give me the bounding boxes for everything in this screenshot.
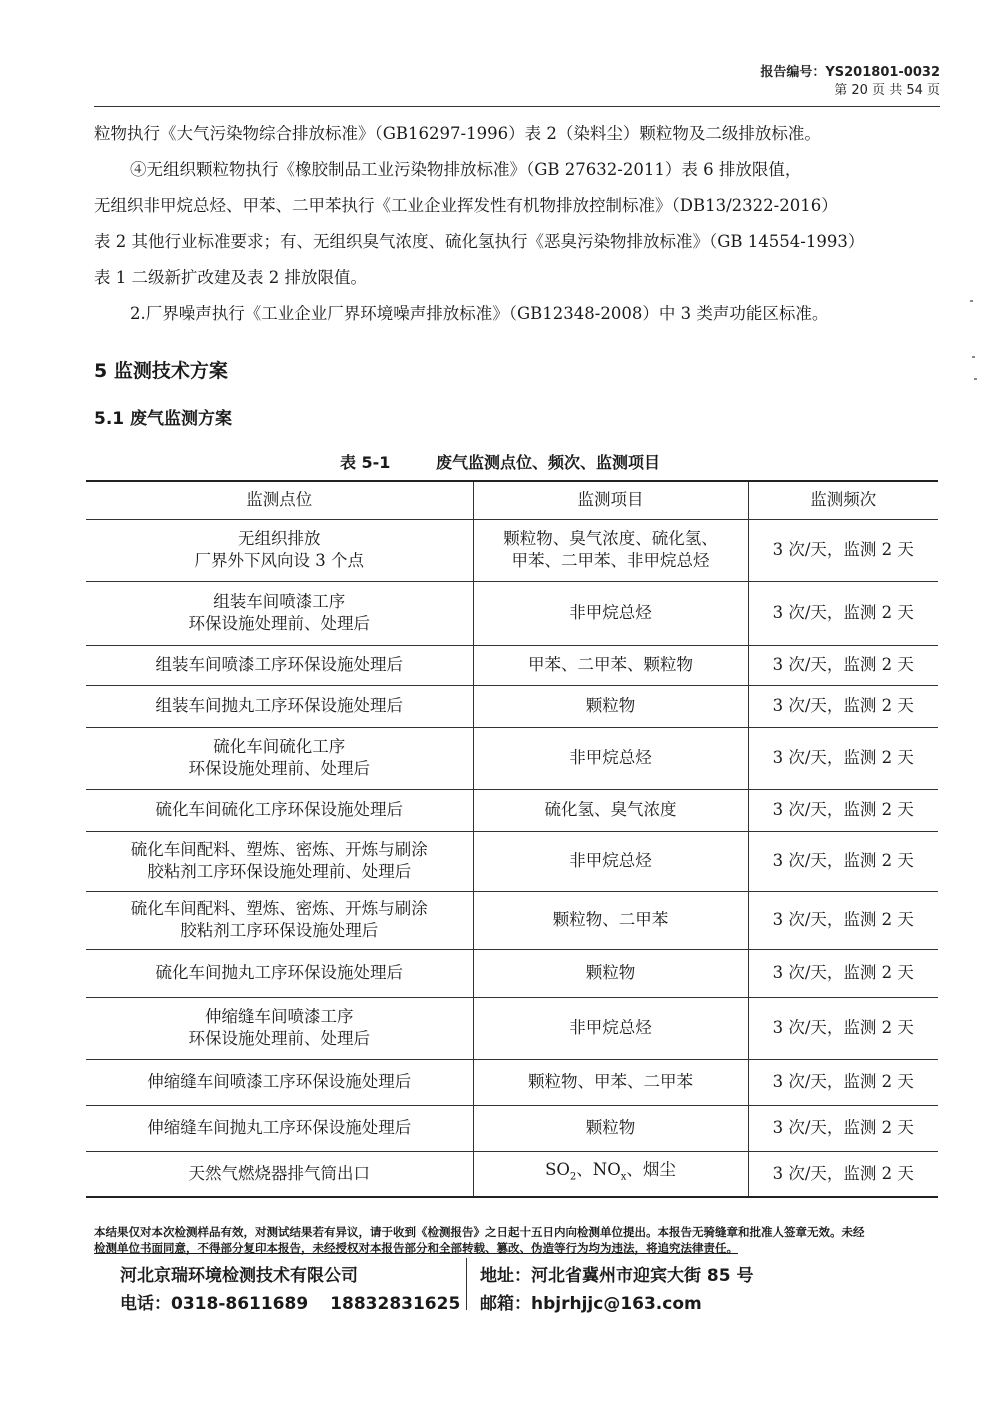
smoke-text: 、烟尘 (626, 1160, 676, 1180)
site-line: 伸缩缝车间喷漆工序 (205, 1007, 354, 1026)
site-line: 厂界外下风向设 3 个点 (194, 551, 364, 570)
frequency-cell: 3 次/天，监测 2 天 (748, 581, 938, 645)
phone-number: 0318-8611689 (171, 1294, 309, 1314)
section-title: 5 监测技术方案 (94, 360, 228, 382)
items-cell: 颗粒物 (473, 685, 748, 727)
table-row (86, 997, 938, 1059)
site-cell: 组装车间抛丸工序环保设施处理后 (86, 685, 473, 727)
table-row (86, 645, 938, 685)
site-line: 胶粘剂工序环保设施处理前、处理后 (147, 862, 412, 881)
table-row (86, 727, 938, 789)
items-cell: 颗粒物、二甲苯 (473, 891, 748, 949)
paragraph: 粒物执行《大气污染物综合排放标准》（GB16297-1996）表 2（染料尘）颗粒物及二级排放标准。 (94, 124, 821, 143)
frequency-cell: 3 次/天，监测 2 天 (748, 789, 938, 831)
items-cell (473, 1151, 748, 1197)
frequency-cell: 3 次/天，监测 2 天 (748, 645, 938, 685)
paragraph: 2.厂界噪声执行《工业企业厂界环境噪声排放标准》（GB12348-2008）中 3 类声功能区标准。 (130, 304, 829, 323)
report-number: 报告编号：YS201801-0032 (760, 65, 940, 80)
site-line: 硫化车间配料、塑炼、密炼、开炼与刷涂 (130, 840, 428, 859)
company-block (120, 1262, 460, 1318)
scan-speck (974, 378, 977, 380)
table-caption-number: 表 5-1 (339, 453, 391, 472)
so2-text: SO (545, 1160, 570, 1180)
address: 地址：河北省冀州市迎宾大街 85 号 (480, 1266, 754, 1286)
frequency-cell: 3 次/天，监测 2 天 (748, 1059, 938, 1105)
site-cell (86, 519, 473, 581)
company-name: 河北京瑞环境检测技术有限公司 (120, 1266, 358, 1286)
items-cell: 非甲烷总烃 (473, 727, 748, 789)
site-line: 无组织排放 (238, 529, 321, 548)
frequency-cell: 3 次/天，监测 2 天 (748, 685, 938, 727)
paragraph: 表 2 其他行业标准要求；有、无组织臭气浓度、硫化氢执行《恶臭污染物排放标准》（GB 14554-1993） (94, 232, 865, 251)
disclaimer-line: 检测单位书面同意，不得部分复印本报告，未经授权对本报告部分和全部转载、篡改、伪造等行为均为违法，将追究法律责任。 (94, 1241, 738, 1255)
phone-label: 电话： (120, 1294, 171, 1314)
email-address: hbjrhjjc@163.com (531, 1294, 702, 1314)
site-cell: 伸缩缝车间喷漆工序环保设施处理后 (86, 1059, 473, 1105)
table-row (86, 789, 938, 831)
frequency-cell: 3 次/天，监测 2 天 (748, 519, 938, 581)
items-cell: 颗粒物 (473, 1105, 748, 1151)
site-cell: 组装车间喷漆工序环保设施处理后 (86, 645, 473, 685)
paragraph: ④无组织颗粒物执行《橡胶制品工业污染物排放标准》（GB 27632-2011）表 6 排放限值， (130, 160, 802, 179)
table-row (86, 1105, 938, 1151)
contact-block (480, 1262, 754, 1318)
frequency-cell: 3 次/天，监测 2 天 (748, 891, 938, 949)
site-cell: 硫化车间抛丸工序环保设施处理后 (86, 949, 473, 997)
scan-speck (972, 356, 975, 358)
table-header-row (86, 481, 938, 519)
items-line: 颗粒物、臭气浓度、硫化氢、 (503, 529, 718, 548)
site-cell (86, 997, 473, 1059)
table-row (86, 831, 938, 891)
phone-line (120, 1290, 460, 1318)
table-row (86, 581, 938, 645)
items-cell: 非甲烷总烃 (473, 831, 748, 891)
site-cell (86, 831, 473, 891)
frequency-cell: 3 次/天，监测 2 天 (748, 727, 938, 789)
table-row (86, 949, 938, 997)
frequency-cell: 3 次/天，监测 2 天 (748, 1151, 938, 1197)
site-cell (86, 727, 473, 789)
items-line: 甲苯、二甲苯、非甲烷总烃 (511, 551, 710, 570)
disclaimer-line: 本结果仅对本次检测样品有效，对测试结果若有异议，请于收到《检测报告》之日起十五日内向检测单位提出。本报告无骑缝章和批准人签章无效。未经 (94, 1225, 865, 1239)
scan-speck (970, 300, 973, 302)
page-number: 第 20 页 共 54 页 (834, 83, 940, 98)
site-cell: 伸缩缝车间抛丸工序环保设施处理后 (86, 1105, 473, 1151)
site-line: 组装车间喷漆工序 (213, 592, 346, 611)
site-line: 胶粘剂工序环保设施处理后 (180, 921, 379, 940)
site-cell (86, 581, 473, 645)
body-text (94, 116, 940, 332)
frequency-cell: 3 次/天，监测 2 天 (748, 831, 938, 891)
items-cell: 非甲烷总烃 (473, 581, 748, 645)
column-header-site: 监测点位 (86, 481, 473, 519)
paragraph: 无组织非甲烷总烃、甲苯、二甲苯执行《工业企业挥发性有机物排放控制标准》（DB13/2322-2016） (94, 196, 838, 215)
subsection-title: 5.1 废气监测方案 (94, 409, 233, 429)
table-row (86, 519, 938, 581)
table-row (86, 1059, 938, 1105)
site-line: 环保设施处理前、处理后 (188, 614, 370, 633)
column-header-frequency: 监测频次 (748, 481, 938, 519)
items-cell: 硫化氢、臭气浓度 (473, 789, 748, 831)
items-cell: 颗粒物、甲苯、二甲苯 (473, 1059, 748, 1105)
table-caption-title: 废气监测点位、频次、监测项目 (436, 453, 661, 472)
items-cell: 甲苯、二甲苯、颗粒物 (473, 645, 748, 685)
table-row (86, 685, 938, 727)
footer-divider (466, 1258, 467, 1310)
table-caption (0, 450, 1000, 473)
nox-text: 、NO (576, 1160, 621, 1180)
items-cell: 颗粒物 (473, 949, 748, 997)
items-cell: 非甲烷总烃 (473, 997, 748, 1059)
site-line: 环保设施处理前、处理后 (188, 1029, 370, 1048)
table-row (86, 1151, 938, 1197)
site-line: 环保设施处理前、处理后 (188, 759, 370, 778)
items-cell (473, 519, 748, 581)
site-cell: 硫化车间硫化工序环保设施处理后 (86, 789, 473, 831)
so2-subscript: 2 (569, 1171, 577, 1183)
table-row (86, 891, 938, 949)
paragraph: 表 1 二级新扩改建及表 2 排放限值。 (94, 268, 367, 287)
column-header-items: 监测项目 (473, 481, 748, 519)
frequency-cell: 3 次/天，监测 2 天 (748, 949, 938, 997)
site-line: 硫化车间硫化工序 (213, 737, 346, 756)
header-divider (94, 106, 940, 107)
monitoring-table (86, 480, 938, 1198)
site-cell (86, 891, 473, 949)
nox-subscript: x (620, 1171, 627, 1183)
frequency-cell: 3 次/天，监测 2 天 (748, 997, 938, 1059)
email-label: 邮箱： (480, 1294, 531, 1314)
site-cell: 天然气燃烧器排气筒出口 (86, 1151, 473, 1197)
site-line: 硫化车间配料、塑炼、密炼、开炼与刷涂 (130, 899, 428, 918)
frequency-cell: 3 次/天，监测 2 天 (748, 1105, 938, 1151)
mobile-number: 18832831625 (330, 1294, 461, 1314)
report-header (760, 64, 940, 100)
footer-disclaimer (94, 1224, 940, 1256)
email-line (480, 1290, 754, 1318)
